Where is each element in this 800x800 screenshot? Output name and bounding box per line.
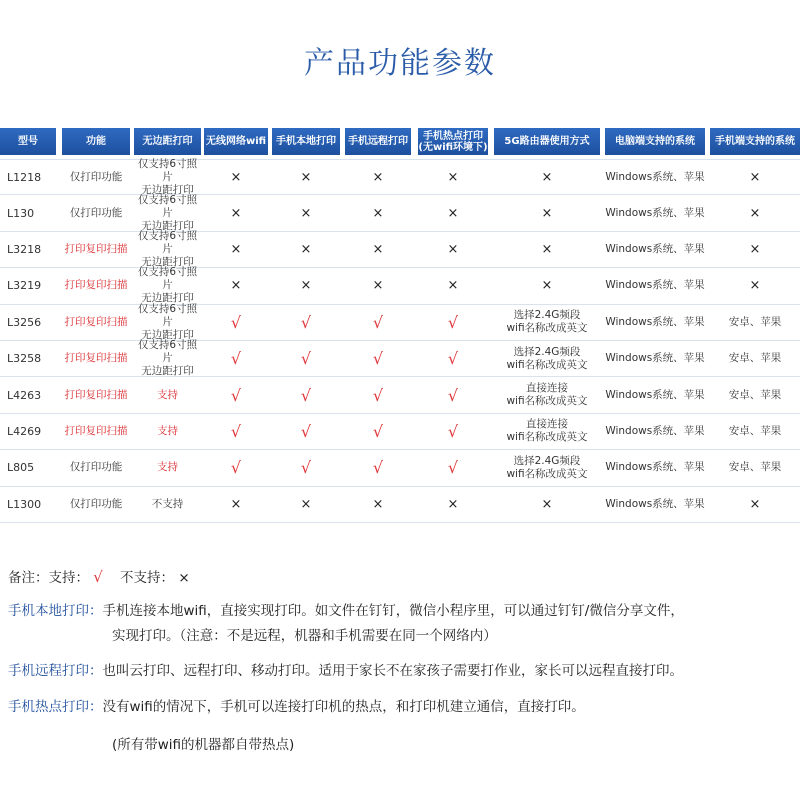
- cell-hotspot-print: [418, 268, 488, 303]
- cell-hotspot-print: [418, 487, 488, 522]
- cell-local-print: [272, 268, 340, 303]
- cell-model: L805: [7, 461, 35, 475]
- cross-icon: ×: [372, 241, 384, 257]
- cell-local-print: [272, 414, 340, 449]
- note-hotspot-text: 没有wifi的情况下，手机可以连接打印机的热点，和打印机建立通信，直接打印。: [102, 699, 585, 715]
- cell-borderless: 支持: [157, 461, 178, 474]
- cell-mobile-system: [710, 268, 800, 303]
- check-icon: √: [447, 385, 459, 405]
- cell-pc-system: Windows系统、苹果: [605, 242, 705, 255]
- cell-local-print: [272, 305, 340, 340]
- cell-pc-system: Windows系统、苹果: [605, 497, 705, 510]
- cell-model: L4269: [7, 424, 42, 438]
- cell-model: L130: [7, 206, 35, 220]
- table-row: [0, 487, 800, 523]
- table-row: [0, 195, 800, 231]
- cell-hotspot-print: [418, 377, 488, 412]
- table-body: [0, 159, 800, 523]
- legend-prefix: 备注：支持：: [8, 570, 89, 586]
- note-remote: [8, 659, 683, 679]
- cell-pc-system: Windows系统、苹果: [605, 170, 705, 183]
- cell-borderless: 仅支持6寸照片 无边距打印: [137, 266, 198, 305]
- cell-model: L1300: [7, 497, 42, 511]
- cell-wifi: [204, 232, 268, 267]
- cross-icon: ×: [372, 169, 384, 185]
- note-hotspot-label: 手机热点打印：: [8, 699, 103, 715]
- cell-pc-system: Windows系统、苹果: [605, 206, 705, 219]
- cross-icon: ×: [447, 169, 459, 185]
- cross-icon: ×: [541, 169, 553, 185]
- header-remote-print: 手机远程打印: [345, 128, 411, 155]
- cross-icon: ×: [541, 496, 553, 512]
- header-model: 型号: [0, 128, 56, 155]
- cell-model: L4263: [7, 388, 42, 402]
- header-function: 功能: [62, 128, 130, 155]
- cell-wifi: [204, 450, 268, 485]
- check-icon: √: [447, 349, 459, 369]
- cell-local-print: [272, 377, 340, 412]
- table-row: [0, 302, 800, 341]
- check-icon: √: [300, 421, 312, 441]
- cross-icon: ×: [541, 241, 553, 257]
- cell-hotspot-print: [418, 341, 488, 376]
- page-title: 产品功能参数: [304, 46, 496, 81]
- table-row: [0, 377, 800, 413]
- check-icon: √: [300, 458, 312, 478]
- check-icon: √: [447, 458, 459, 478]
- cell-local-print: [272, 341, 340, 376]
- cell-router: 选择2.4G频段 wifi名称改成英文: [506, 345, 588, 371]
- cell-model: L3256: [7, 315, 42, 329]
- note-hotspot-sub: (所有带wifi的机器都自带热点): [112, 737, 295, 753]
- cell-hotspot-print: [418, 195, 488, 230]
- cell-function: 仅打印功能: [69, 206, 123, 219]
- check-icon: √: [230, 349, 242, 369]
- cell-wifi: [204, 414, 268, 449]
- cell-model: L3258: [7, 352, 42, 366]
- table-row: [0, 450, 800, 486]
- note-local: [8, 599, 684, 619]
- check-icon: √: [372, 458, 384, 478]
- legend-check-icon: √: [93, 568, 103, 586]
- cross-icon: ×: [300, 205, 312, 221]
- cell-mobile-system: 安卓、苹果: [728, 424, 782, 437]
- cell-pc-system: Windows系统、苹果: [605, 461, 705, 474]
- cell-remote-print: [345, 450, 411, 485]
- cell-router: [494, 268, 600, 303]
- cross-icon: ×: [300, 496, 312, 512]
- note-hotspot: [8, 695, 585, 715]
- legend-mid: 不支持：: [120, 570, 175, 586]
- cross-icon: ×: [749, 496, 761, 512]
- cell-function: 打印复印扫描: [64, 388, 128, 401]
- cross-icon: ×: [447, 241, 459, 257]
- cell-remote-print: [345, 195, 411, 230]
- cross-icon: ×: [300, 169, 312, 185]
- check-icon: √: [300, 312, 312, 332]
- cell-router: [494, 232, 600, 267]
- cell-pc-system: Windows系统、苹果: [605, 388, 705, 401]
- cell-borderless: 不支持: [151, 497, 184, 510]
- table-row: [0, 414, 800, 450]
- cell-mobile-system: 安卓、苹果: [728, 388, 782, 401]
- header-wifi: 无线网络wifi: [204, 128, 268, 155]
- cell-wifi: [204, 487, 268, 522]
- spec-table: [0, 128, 800, 523]
- cell-wifi: [204, 377, 268, 412]
- legend-cross-icon: ×: [178, 570, 190, 586]
- cell-router: 选择2.4G频段 wifi名称改成英文: [506, 454, 588, 480]
- table-row: [0, 268, 800, 304]
- check-icon: √: [300, 349, 312, 369]
- check-icon: √: [230, 421, 242, 441]
- cross-icon: ×: [749, 205, 761, 221]
- cell-remote-print: [345, 232, 411, 267]
- cross-icon: ×: [230, 205, 242, 221]
- cell-function: 仅打印功能: [69, 461, 123, 474]
- cell-mobile-system: [710, 160, 800, 194]
- check-icon: √: [230, 385, 242, 405]
- cell-local-print: [272, 232, 340, 267]
- cross-icon: ×: [230, 278, 242, 294]
- table-row: [0, 341, 800, 377]
- cell-remote-print: [345, 487, 411, 522]
- cell-pc-system: Windows系统、苹果: [605, 279, 705, 292]
- note-local-label: 手机本地打印：: [8, 603, 103, 619]
- cross-icon: ×: [749, 278, 761, 294]
- cross-icon: ×: [541, 205, 553, 221]
- header-pc-system: 电脑端支持的系统: [605, 128, 705, 155]
- cross-icon: ×: [300, 278, 312, 294]
- cell-hotspot-print: [418, 305, 488, 340]
- cell-function: 仅打印功能: [69, 170, 123, 183]
- cell-mobile-system: 安卓、苹果: [728, 352, 782, 365]
- cell-wifi: [204, 268, 268, 303]
- table-header: [0, 128, 800, 155]
- cell-local-print: [272, 487, 340, 522]
- cell-router: 直接连接 wifi名称改成英文: [506, 382, 588, 408]
- cell-pc-system: Windows系统、苹果: [605, 352, 705, 365]
- check-icon: √: [230, 458, 242, 478]
- cell-mobile-system: [710, 487, 800, 522]
- check-icon: √: [230, 312, 242, 332]
- cell-remote-print: [345, 377, 411, 412]
- cell-router: [494, 487, 600, 522]
- cross-icon: ×: [749, 169, 761, 185]
- note-local-text: 手机连接本地wifi，直接实现打印。如文件在钉钉，微信小程序里，可以通过钉钉/微信分享文件，: [102, 603, 684, 619]
- cross-icon: ×: [541, 278, 553, 294]
- cell-function: 打印复印扫描: [64, 315, 128, 328]
- cell-borderless: 支持: [157, 424, 178, 437]
- cross-icon: ×: [372, 496, 384, 512]
- check-icon: √: [447, 421, 459, 441]
- header-router: 5G路由器使用方式: [494, 128, 600, 155]
- cell-borderless: 仅支持6寸照片 无边距打印: [137, 339, 198, 378]
- cell-wifi: [204, 305, 268, 340]
- cell-mobile-system: 安卓、苹果: [728, 315, 782, 328]
- cell-mobile-system: [710, 232, 800, 267]
- cell-function: 打印复印扫描: [64, 279, 128, 292]
- cell-function: 仅打印功能: [69, 497, 123, 510]
- cell-remote-print: [345, 305, 411, 340]
- cell-pc-system: Windows系统、苹果: [605, 424, 705, 437]
- check-icon: √: [447, 312, 459, 332]
- cell-mobile-system: [710, 195, 800, 230]
- cell-function: 打印复印扫描: [64, 242, 128, 255]
- check-icon: √: [300, 385, 312, 405]
- cell-remote-print: [345, 268, 411, 303]
- cell-hotspot-print: [418, 160, 488, 194]
- cross-icon: ×: [230, 169, 242, 185]
- check-icon: √: [372, 421, 384, 441]
- cell-router: 选择2.4G频段 wifi名称改成英文: [506, 309, 588, 335]
- table-row: [0, 159, 800, 195]
- cell-function: 打印复印扫描: [64, 352, 128, 365]
- cell-mobile-system: 安卓、苹果: [728, 461, 782, 474]
- cell-borderless: 支持: [157, 388, 178, 401]
- cross-icon: ×: [749, 241, 761, 257]
- cell-local-print: [272, 160, 340, 194]
- cell-remote-print: [345, 160, 411, 194]
- header-local-print: 手机本地打印: [272, 128, 340, 155]
- cell-function: 打印复印扫描: [64, 424, 128, 437]
- cell-remote-print: [345, 414, 411, 449]
- table-row: [0, 229, 800, 268]
- cell-router: [494, 195, 600, 230]
- cross-icon: ×: [230, 241, 242, 257]
- cross-icon: ×: [230, 496, 242, 512]
- cell-router: [494, 160, 600, 194]
- check-icon: √: [372, 349, 384, 369]
- cell-borderless: 仅支持6寸照片 无边距打印: [137, 193, 198, 232]
- cell-hotspot-print: [418, 450, 488, 485]
- cell-wifi: [204, 195, 268, 230]
- cross-icon: ×: [300, 241, 312, 257]
- cross-icon: ×: [372, 205, 384, 221]
- cross-icon: ×: [447, 205, 459, 221]
- cell-model: L1218: [7, 170, 42, 184]
- header-mobile-system: 手机端支持的系统: [710, 128, 800, 155]
- cell-pc-system: Windows系统、苹果: [605, 315, 705, 328]
- cell-router: 直接连接 wifi名称改成英文: [506, 418, 588, 444]
- cell-hotspot-print: [418, 414, 488, 449]
- cell-borderless: 仅支持6寸照片 无边距打印: [137, 157, 198, 196]
- header-hotspot-print: 手机热点打印 (无wifi环境下): [418, 128, 488, 155]
- note-remote-text: 也叫云打印、远程打印、移动打印。适用于家长不在家孩子需要打作业，家长可以远程直接打印。: [102, 663, 683, 679]
- cell-wifi: [204, 341, 268, 376]
- cell-model: L3219: [7, 279, 42, 293]
- cell-hotspot-print: [418, 232, 488, 267]
- cell-wifi: [204, 160, 268, 194]
- note-local-text2: 实现打印。（注意：不是远程，机器和手机需要在同一个网络内）: [112, 628, 497, 644]
- check-icon: √: [372, 385, 384, 405]
- cross-icon: ×: [447, 496, 459, 512]
- cell-remote-print: [345, 341, 411, 376]
- cell-local-print: [272, 450, 340, 485]
- header-borderless: 无边距打印: [134, 128, 201, 155]
- check-icon: √: [372, 312, 384, 332]
- cell-local-print: [272, 195, 340, 230]
- legend-line: [8, 566, 190, 586]
- cross-icon: ×: [372, 278, 384, 294]
- cell-model: L3218: [7, 242, 42, 256]
- cell-borderless: 仅支持6寸照片 无边距打印: [137, 302, 198, 341]
- cross-icon: ×: [447, 278, 459, 294]
- note-remote-label: 手机远程打印：: [8, 663, 103, 679]
- cell-borderless: 仅支持6寸照片 无边距打印: [137, 229, 198, 268]
